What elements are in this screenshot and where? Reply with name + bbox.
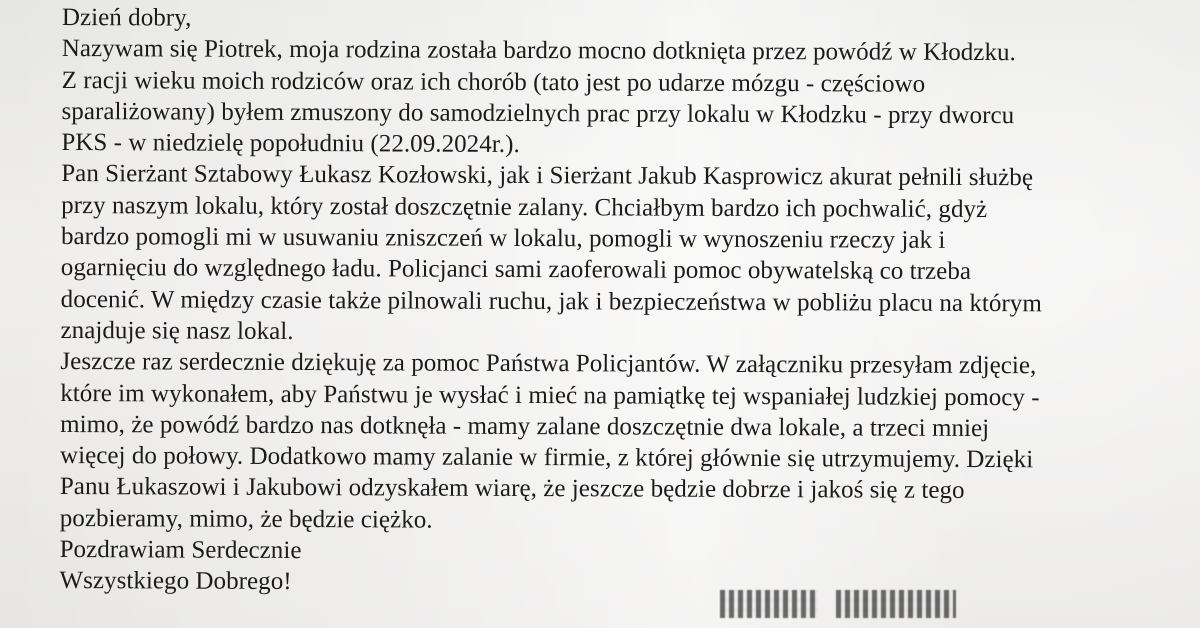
letter-line: Pan Sierżant Sztabowy Łukasz Kozłowski, jak i Sierżant Jakub Kasprowicz akurat pełnili służbę	[61, 160, 1034, 192]
letter-closing: Pozdrawiam Serdecznie	[59, 536, 302, 565]
letter-line: pozbieramy, mimo, że będzie ciężko.	[59, 504, 433, 534]
redacted-signature	[720, 586, 965, 622]
pixelated-first-name	[720, 590, 818, 618]
letter-line: przy naszym lokalu, który został doszczętnie zalany. Chciałbym bardzo ich pochwalić, gdyż	[61, 191, 988, 223]
letter-line: sparaliżowany) byłem zmuszony do samodzielnych prac przy lokalu w Kłodzku - przy dworcu	[61, 97, 1015, 130]
letter-body	[59, 2, 1182, 602]
letter-line: Panu Łukaszowi i Jakubowi odzyskałem wiarę, że jeszcze będzie dobrze i jakoś się z tego	[59, 473, 965, 505]
letter-line: Nazywam się Piotrek, moja rodzina została bardzo mocno dotknięta przez powódź w Kłodzku.	[61, 35, 1016, 67]
letter-line: bardzo pomogli mi w usuwaniu zniszczeń w lokalu, pomogli w wynoszeniu rzeczy jak i	[60, 223, 946, 254]
letter-closing: Wszystkiego Dobrego!	[59, 567, 292, 596]
letter-line: więcej do połowy. Dodatkowo mamy zalanie w firmie, z której głównie się utrzymujemy. Dzięki	[59, 442, 1034, 474]
letter-greeting: Dzień dobry,	[61, 3, 192, 32]
letter-line: docenić. W między czasie także pilnowali ruchu, jak i bezpieczeństwa w pobliżu placu na którym	[60, 285, 1042, 317]
pixelated-last-name	[836, 590, 956, 618]
letter-line: mimo, że powódź bardzo nas dotknęła - mamy zalane doszczętnie dwa lokale, a trzeci mniej	[60, 410, 990, 442]
letter-line: które im wykonałem, aby Państwu je wysłać i mieć na pamiątkę tej wspaniałej ludzkiej pomocy -	[60, 379, 1040, 411]
letter-line: ogarnięciu do względnego ładu. Policjanci sami zaoferowali pomoc obywatelską co trzeba	[60, 254, 972, 286]
letter-line: Jeszcze raz serdecznie dziękuję za pomoc Państwa Policjantów. W załączniku przesyłam zdjęcie,	[60, 348, 1037, 380]
letter-line: Z racji wieku moich rodziców oraz ich chorób (tato jest po udarze mózgu - częściowo	[61, 66, 926, 98]
letter-line: znajduje się nasz lokal.	[60, 316, 294, 345]
letter-line: PKS - w niedzielę popołudniu (22.09.2024r.).	[61, 129, 520, 159]
